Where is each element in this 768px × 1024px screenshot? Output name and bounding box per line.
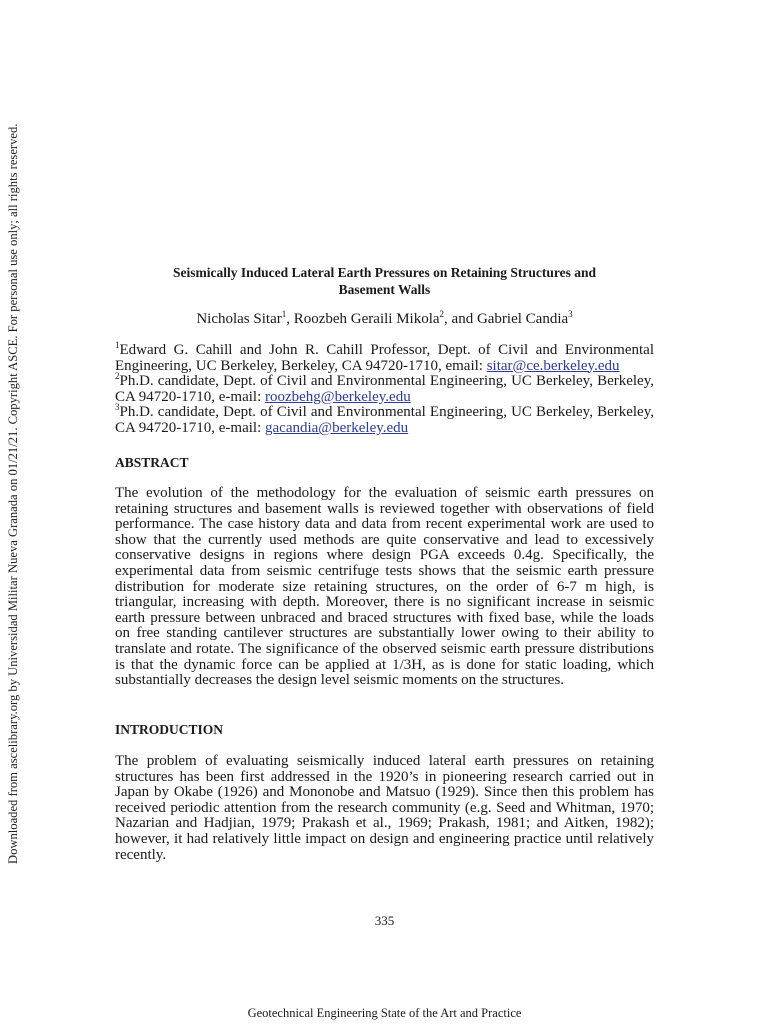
author-1: Nicholas Sitar — [196, 311, 282, 327]
abstract-paragraph: The evolution of the methodology for the evaluation of seismic earth pressures on retaining structures and basement walls is reviewed together with observations of field performance. The case history data and data from recent experimental work are used to show that the currently used methods are quite conservative and lead to excessively conservative designs in regions where design PGA exceeds 0.4g. Specifically, the experimental data from seismic centrifuge tests shows that the seismic earth pressure distribution for moderate size retaining structures, on the order of 6-7 m high, is triangular, increasing with depth. Moreover, there is no significant increase in seismic earth pressure between unbraced and braced structures with fixed base, while the loads on free standing cantilever structures are substantially lower owing to their ability to translate and rotate. The significance of the observed seismic earth pressure distributions is that the dynamic force can be applied at 1/3H, as is done for static loading, which substantially decreases the design level seismic moments on the structures. — [115, 485, 654, 689]
author-3-sup: 3 — [568, 309, 573, 319]
affiliation-2 — [115, 371, 654, 405]
title-line-2: Basement Walls — [338, 282, 431, 297]
email-link-3[interactable]: gacandia@berkeley.edu — [265, 419, 409, 436]
author-1-sup: 1 — [281, 309, 287, 319]
page-number: 335 — [374, 913, 395, 928]
email-link-1[interactable]: sitar@ce.berkeley.edu — [486, 357, 620, 374]
download-notice-text: Downloaded from ascelibrary.org by Universidad Militar Nueva Granada on 01/21/21. Copyright ASCE. For personal use only; all rights reserved. — [6, 123, 20, 864]
author-2: , Roozbeh Geraili Mikola — [286, 311, 440, 327]
abstract-heading: ABSTRACT — [115, 455, 189, 470]
affiliation-1-sup: 1 — [115, 340, 120, 350]
footer: Geotechnical Engineering State of the Art and Practice — [247, 1006, 522, 1020]
introduction-paragraph: The problem of evaluating seismically induced lateral earth pressures on retaining structures has been first addressed in the 1920’s in pioneering research carried out in Japan by Okabe (1926) and Mononobe and Matsuo (1929). Since then this problem has received periodic attention from the research community (e.g. Seed and Whitman, 1970; Nazarian and Hadjian, 1979; Prakash et al., 1969; Prakash, 1981; and Aitken, 1982); however, it had relatively little impact on design and engineering practice until relatively recently. — [115, 753, 654, 863]
title-line-1: Seismically Induced Lateral Earth Pressures on Retaining Structures and — [172, 265, 596, 280]
affiliation-3-sup: 3 — [115, 402, 120, 413]
email-link-2[interactable]: roozbehg@berkeley.edu — [265, 388, 411, 405]
author-list — [115, 310, 654, 328]
affiliations — [115, 340, 654, 437]
affiliation-2-text: Ph.D. candidate, Dept. of Civil and Environmental Engineering, UC Berkeley, Berkeley, CA 94720-1710, e-mail: — [115, 373, 654, 405]
affiliation-2-sup: 2 — [115, 371, 120, 382]
author-3: , and Gabriel Candia — [444, 311, 569, 327]
paper-title — [115, 264, 654, 298]
download-notice — [3, 123, 23, 864]
affiliation-1-text: Edward G. Cahill and John R. Cahill Professor, Dept. of Civil and Environmental Engineering, UC Berkeley, Berkeley, CA 94720-1710, email: — [115, 342, 654, 374]
affiliation-3 — [115, 402, 654, 436]
introduction-heading: INTRODUCTION — [115, 722, 224, 737]
author-2-sup: 2 — [439, 309, 445, 319]
affiliation-3-text: Ph.D. candidate, Dept. of Civil and Environmental Engineering, UC Berkeley, Berkeley, CA 94720-1710, e-mail: — [115, 404, 654, 436]
affiliation-1 — [115, 340, 654, 374]
